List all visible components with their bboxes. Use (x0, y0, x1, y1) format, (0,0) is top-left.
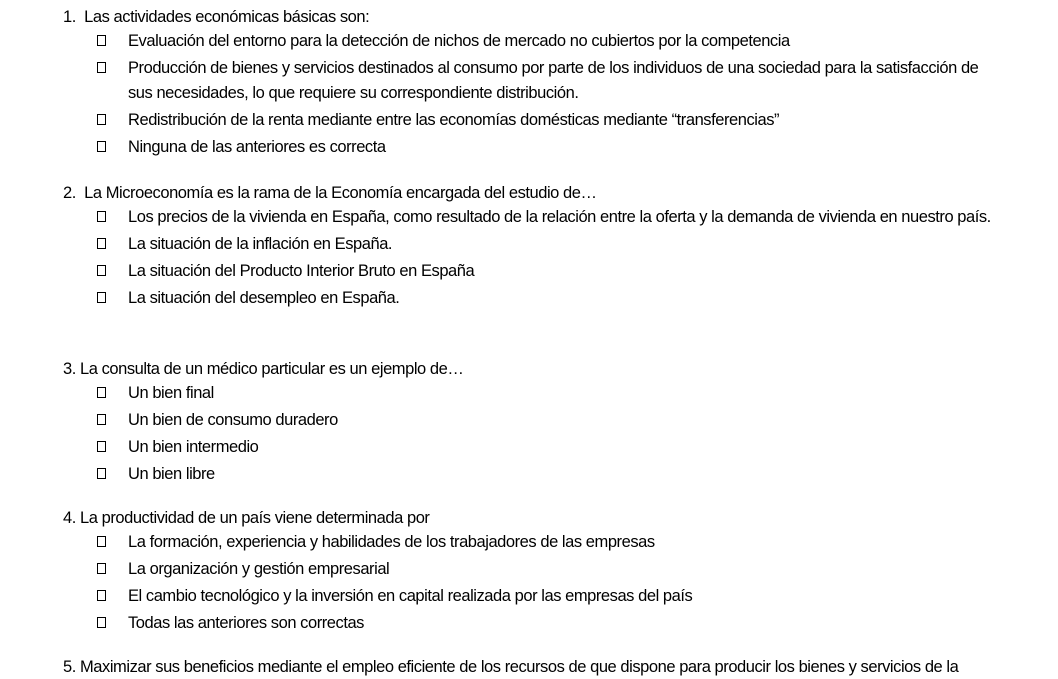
checkbox-icon[interactable] (97, 563, 106, 574)
question-1 (63, 5, 1018, 162)
checkbox-icon[interactable] (97, 114, 106, 125)
answer-option[interactable] (63, 462, 1018, 487)
option-text: La situación de la inflación en España. (128, 235, 393, 253)
question-text: Maximizar sus beneficios mediante el empleo eficiente de los recursos de que dispone para producir los bienes y servicios de la (80, 658, 959, 676)
answer-option[interactable] (63, 205, 1018, 230)
question-stem (63, 357, 1018, 381)
question-text: La Microeconomía es la rama de la Economía encargada del estudio de… (84, 184, 597, 202)
option-text: Un bien intermedio (128, 438, 259, 456)
option-text: Un bien final (128, 384, 214, 402)
option-text: Todas las anteriores son correctas (128, 614, 364, 632)
option-text: Un bien de consumo duradero (128, 411, 338, 429)
question-stem (63, 506, 1018, 530)
answer-option[interactable] (63, 381, 1018, 406)
answer-option[interactable] (63, 557, 1018, 582)
option-text: La situación del Producto Interior Bruto en España (128, 262, 475, 280)
answer-option[interactable] (63, 29, 1018, 54)
checkbox-icon[interactable] (97, 414, 106, 425)
option-text: Los precios de la vivienda en España, como resultado de la relación entre la oferta y la demanda de vivienda en nuestro país. (128, 208, 991, 226)
option-text: La situación del desempleo en España. (128, 289, 400, 307)
checkbox-icon[interactable] (97, 536, 106, 547)
answer-option[interactable] (63, 584, 1018, 609)
question-stem (63, 5, 1018, 29)
option-text: Un bien libre (128, 465, 215, 483)
question-text: La consulta de un médico particular es un ejemplo de… (80, 360, 464, 378)
answer-option[interactable] (63, 530, 1018, 555)
checkbox-icon[interactable] (97, 441, 106, 452)
question-stem (63, 655, 1018, 679)
answer-option[interactable] (63, 56, 1018, 106)
option-text: Evaluación del entorno para la detección de nichos de mercado no cubiertos por la competencia (128, 32, 790, 50)
question-3 (63, 357, 1018, 489)
checkbox-icon[interactable] (97, 238, 106, 249)
question-number: 5. (63, 658, 76, 676)
checkbox-icon[interactable] (97, 265, 106, 276)
answer-option[interactable] (63, 611, 1018, 636)
checkbox-icon[interactable] (97, 468, 106, 479)
question-text: La productividad de un país viene determinada por (80, 509, 430, 527)
answer-option[interactable] (63, 232, 1018, 257)
checkbox-icon[interactable] (97, 211, 106, 222)
question-text: Las actividades económicas básicas son: (84, 8, 370, 26)
option-text: El cambio tecnológico y la inversión en capital realizada por las empresas del país (128, 587, 693, 605)
answer-option[interactable] (63, 435, 1018, 460)
question-stem (63, 181, 1018, 205)
question-number: 4. (63, 509, 76, 527)
answer-option[interactable] (63, 286, 1018, 311)
question-number: 2. (63, 184, 76, 202)
question-number: 1. (63, 8, 76, 26)
checkbox-icon[interactable] (97, 62, 106, 73)
question-4 (63, 506, 1018, 638)
checkbox-icon[interactable] (97, 590, 106, 601)
checkbox-icon[interactable] (97, 35, 106, 46)
option-text: La organización y gestión empresarial (128, 560, 390, 578)
answer-option[interactable] (63, 259, 1018, 284)
option-text: Ninguna de las anteriores es correcta (128, 138, 386, 156)
question-number: 3. (63, 360, 76, 378)
answer-option[interactable] (63, 135, 1018, 160)
answer-option[interactable] (63, 408, 1018, 433)
checkbox-icon[interactable] (97, 292, 106, 303)
checkbox-icon[interactable] (97, 617, 106, 628)
answer-option[interactable] (63, 108, 1018, 133)
checkbox-icon[interactable] (97, 387, 106, 398)
checkbox-icon[interactable] (97, 141, 106, 152)
option-text: Redistribución de la renta mediante entre las economías domésticas mediante “transferencias” (128, 111, 780, 129)
option-text: Producción de bienes y servicios destinados al consumo por parte de los individuos de una sociedad para la satisfacción de sus necesidades, lo que requiere su correspondiente distribución. (128, 59, 979, 102)
question-2 (63, 181, 1018, 313)
question-5 (63, 655, 1018, 679)
option-text: La formación, experiencia y habilidades de los trabajadores de las empresas (128, 533, 655, 551)
